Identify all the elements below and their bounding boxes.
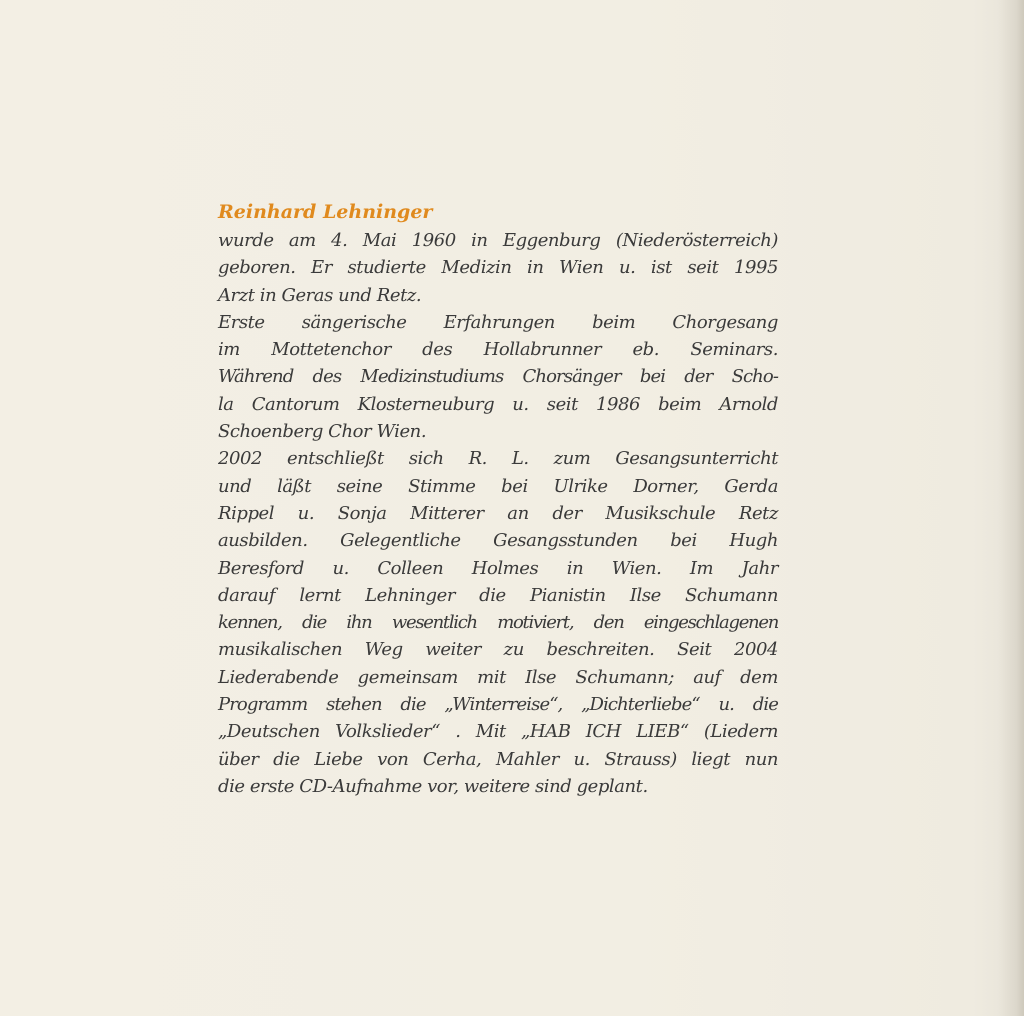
biography-line: la Cantorum Klosterneuburg u. seit 1986 beim Arnold (218, 393, 778, 415)
biography-line: die erste CD-Aufnahme vor, weitere sind geplant. (218, 775, 648, 797)
biography-line: 2002 entschließt sich R. L. zum Gesangsunterricht (218, 448, 778, 470)
biography-line: wurde am 4. Mai 1960 in Eggenburg (Niederösterreich) (218, 230, 778, 251)
biography-line: über die Liebe von Cerha, Mahler u. Strauss) liegt nun (218, 748, 778, 770)
biography-line: kennen, die ihn wesentlich motiviert, den eingeschlagenen (218, 612, 778, 634)
biography-line: geboren. Er studierte Medizin in Wien u. ist seit 1995 (218, 257, 778, 279)
biography-line: musikalischen Weg weiter zu beschreiten. Seit 2004 (218, 639, 778, 661)
biography-line: im Mottetenchor des Hollabrunner eb. Seminars. (218, 339, 778, 361)
biography-line: „Deutschen Volkslieder“ . Mit „HAB ICH LIEB“ (Liedern (218, 721, 778, 743)
biography-heading: Reinhard Lehninger (218, 201, 433, 223)
biography-line: und läßt seine Stimme bei Ulrike Dorner, Gerda (218, 475, 778, 497)
biography-line: Schoenberg Chor Wien. (218, 421, 427, 443)
biography-line: Während des Medizinstudiums Chorsänger bei der Scho- (218, 366, 778, 388)
biography-line: ausbilden. Gelegentliche Gesangsstunden bei Hugh (218, 530, 778, 552)
biography-line: darauf lernt Lehninger die Pianistin Ilse Schumann (218, 584, 778, 606)
biography-line: Beresford u. Colleen Holmes in Wien. Im Jahr (218, 557, 778, 579)
biography-line: Liederabende gemeinsam mit Ilse Schumann; auf dem (218, 666, 778, 688)
biography-block (218, 197, 778, 800)
biography-line: Rippel u. Sonja Mitterer an der Musikschule Retz (218, 502, 778, 524)
biography-line: Arzt in Geras und Retz. (218, 284, 422, 306)
page-spine-shadow (998, 0, 1024, 1016)
biography-line: Programm stehen die „Winterreise“, „Dichterliebe“ u. die (218, 694, 778, 716)
biography-line: Erste sängerische Erfahrungen beim Chorgesang (218, 311, 778, 333)
